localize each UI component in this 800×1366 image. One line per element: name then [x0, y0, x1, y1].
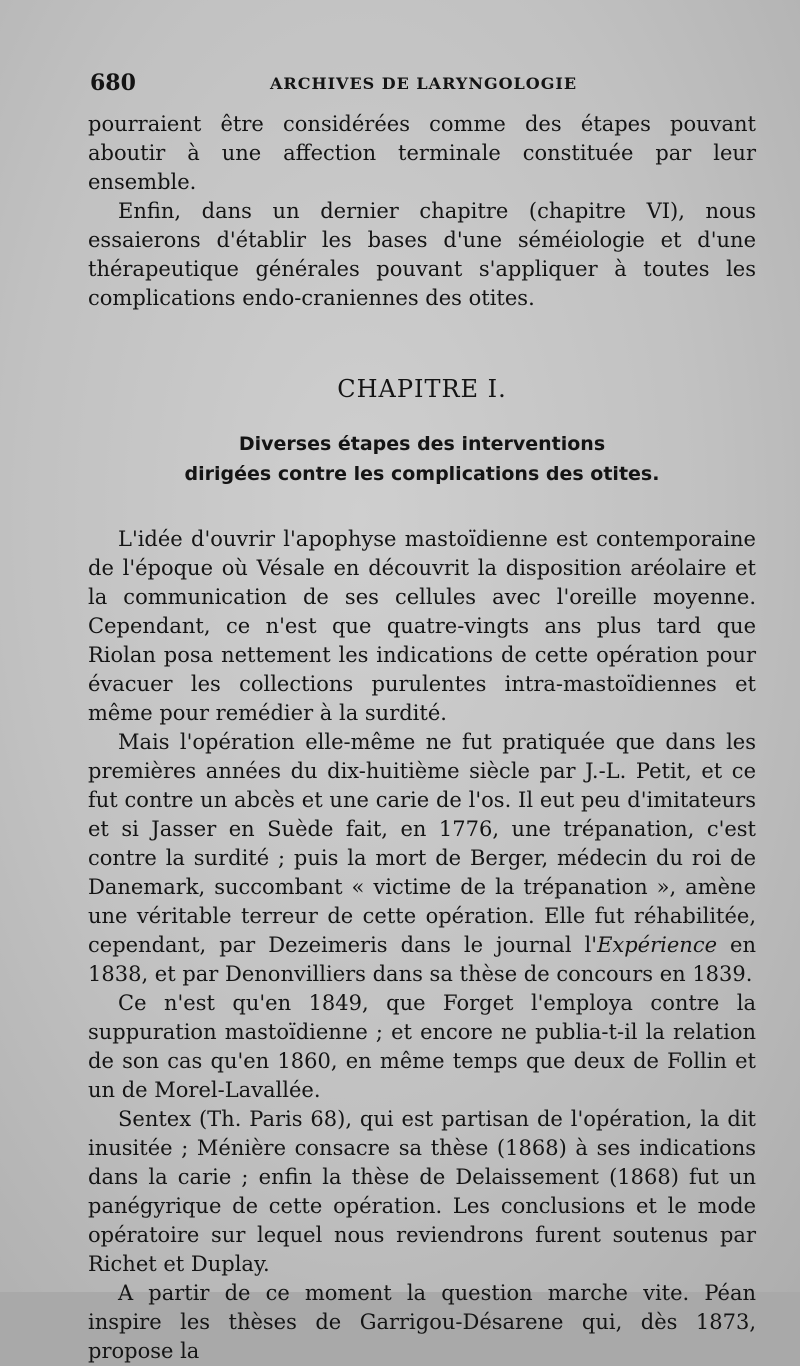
paragraph-chapter-vi-note: Enfin, dans un dernier chapitre (chapitre VI), nous essaierons d'établir les bases d'une séméiologie et d'une thérapeutique générales pouvant s'appliquer à toutes les complications endo-craniennes des otites.: [88, 199, 756, 310]
paragraph-forget: Ce n'est qu'en 1849, que Forget l'employa contre la suppuration mastoïdienne ; et encore ne publia-t-il la relation de son cas qu'en 1860, en même temps que deux de Follin et un de Morel-Lavallée.: [88, 991, 756, 1102]
section-title-line-2: dirigées contre les complications des otites.: [184, 463, 660, 485]
page-number: 680: [90, 70, 136, 96]
paragraph-pean: A partir de ce moment la question marche vite. Péan inspire les thèses de Garrigou-Désarene qui, dès 1873, propose la: [88, 1281, 756, 1363]
page-body: [88, 110, 756, 1366]
paragraph-sentex: Sentex (Th. Paris 68), qui est partisan de l'opération, la dit inusitée ; Ménière consacre sa thèse (1868) à ses indications dans la carie ; enfin la thèse de Delaissement (1868) fut un panégyrique de cette opération. Les conclusions et le mode opératoire sur lequel nous reviendrons furent soutenus par Richet et Duplay.: [88, 1107, 756, 1276]
running-title: ARCHIVES DE LARYNGOLOGIE: [270, 74, 578, 93]
paragraph-continuation: pourraient être considérées comme des étapes pouvant aboutir à une affection terminale constituée par leur ensemble.: [88, 112, 756, 194]
section-title-line-1: Diverses étapes des interventions: [238, 433, 606, 455]
paragraph-operation-history: [88, 728, 756, 989]
paragraph-mastoid-idea: L'idée d'ouvrir l'apophyse mastoïdienne est contemporaine de l'époque où Vésale en découvrit la disposition aréolaire et la communication de ses cellules avec l'oreille moyenne. Cependant, ce n'est que quatre-vingts ans plus tard que Riolan posa nettement les indications de cette opération pour évacuer les collections purulentes intra-mastoïdiennes et même pour remédier à la surdité.: [88, 527, 756, 725]
section-title: [88, 429, 756, 489]
chapter-title: CHAPITRE I.: [337, 375, 507, 403]
paragraph-operation-history-text: Mais l'opération elle-même ne fut pratiquée que dans les premières années du dix-huitième siècle par J.-L. Petit, et ce fut contre un abcès et une carie de l'os. Il eut peu d'imitateurs et si Jasser en Suède fait, en 1776, une trépanation, c'est contre la surdité ; puis la mort de Berger, médecin du roi de Danemark, succombant « victime de la trépanation », amène une véritable terreur de cette opération. Elle fut réhabilitée, cependant, par Dezeimeris dans le journal l': [88, 730, 756, 957]
page-header: [90, 70, 750, 100]
journal-title: Expérience: [597, 933, 718, 957]
paragraph-operation-history-end: en 1838, et par Denonvilliers dans sa thèse de concours en 1839.: [88, 933, 756, 986]
